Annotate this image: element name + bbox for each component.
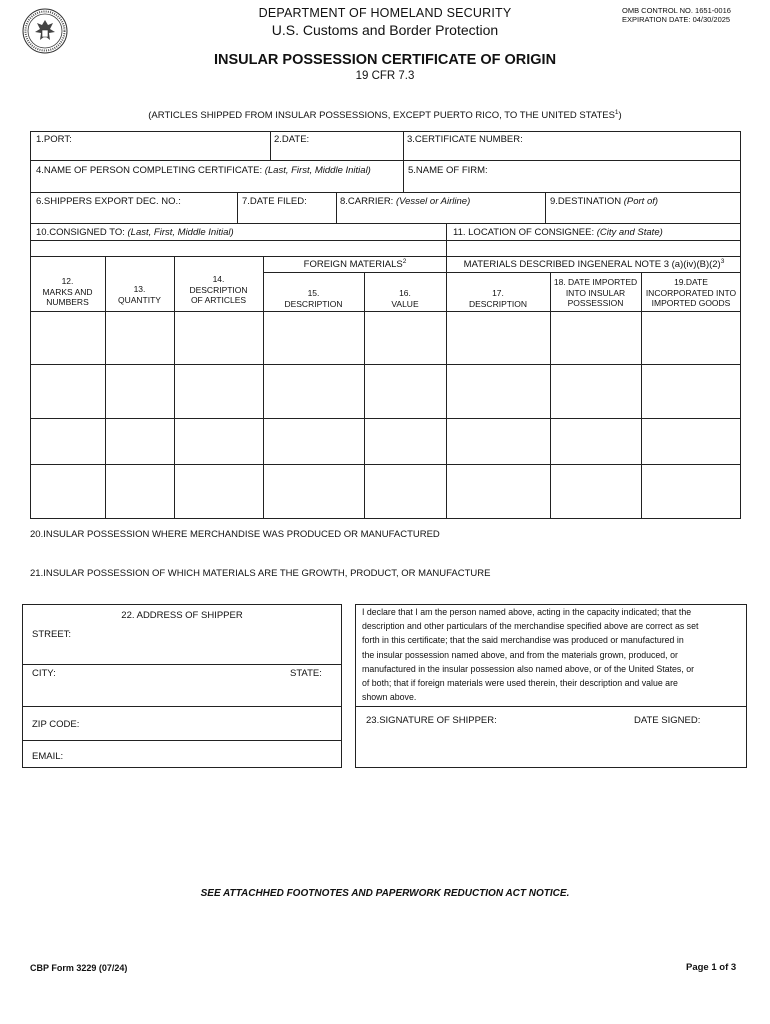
col18-num: 18. DATE IMPORTED (553, 277, 638, 287)
divider (30, 418, 741, 419)
field-20-label[interactable]: 20.INSULAR POSSESSION WHERE MERCHANDISE WAS PRODUCED OR MANUFACTURED (30, 529, 440, 540)
state-field[interactable]: STATE: (290, 668, 322, 679)
intro-main: (ARTICLES SHIPPED FROM INSULAR POSSESSIONS, EXCEPT PUERTO RICO, TO THE UNITED STATES (148, 110, 615, 121)
person-name-hint: (Last, First, Middle Initial) (264, 165, 371, 176)
regulation-reference: 19 CFR 7.3 (355, 70, 415, 82)
carrier-hint: (Vessel or Airline) (395, 196, 471, 207)
column-header-note-description (446, 288, 550, 309)
port-field[interactable]: 1.PORT: (36, 134, 72, 145)
intro-footnote-ref: 1 (614, 108, 619, 116)
page-number: Page 1 of 3 (686, 962, 737, 973)
carrier-label: 8.CARRIER: (340, 196, 394, 207)
destination-hint: (Port of) (623, 196, 659, 207)
divider (263, 272, 741, 273)
col12-line1: MARKS AND (42, 286, 93, 297)
omb-block (622, 6, 731, 24)
foreign-materials-footnote-ref: 2 (402, 257, 407, 265)
divider (30, 311, 741, 312)
form-number: CBP Form 3229 (07/24) (30, 963, 128, 973)
col19-line2: IMPORTED GOODS (651, 298, 731, 308)
divider (30, 364, 741, 365)
column-header-date-incorporated (641, 277, 741, 309)
field-21-label[interactable]: 21.INSULAR POSSESSION OF WHICH MATERIALS ARE THE GROWTH, PRODUCT, OR MANUFACTURE (30, 568, 491, 579)
column-header-marks (30, 276, 105, 308)
col13-num: 13. (133, 284, 146, 294)
row-1 (30, 131, 741, 161)
materials-note-label: MATERIALS DESCRIBED INGENERAL NOTE 3 (a)(iv)(B)(2) (463, 259, 721, 270)
foreign-materials-header (264, 259, 446, 270)
person-name-field[interactable] (36, 165, 371, 176)
intro-text (0, 110, 770, 121)
divider (545, 192, 546, 224)
location-consignee-hint: (City and State) (596, 227, 663, 238)
col19-line1: INCORPORATED INTO (645, 287, 737, 298)
footnotes-notice: SEE ATTACHHED FOOTNOTES AND PAPERWORK REDUCTION ACT NOTICE. (200, 888, 570, 899)
shipper-heading: 22. ADDRESS OF SHIPPER (121, 610, 243, 621)
date-filed-field[interactable]: 7.DATE FILED: (242, 196, 307, 207)
declaration-line: shown above. (362, 692, 417, 703)
column-header-value (364, 288, 446, 309)
column-header-date-imported (550, 277, 641, 309)
col16-num: 16. (399, 288, 411, 298)
col15-line1: DESCRIPTION (284, 298, 343, 309)
divider (355, 706, 747, 707)
department-name: DEPARTMENT OF HOMELAND SECURITY (258, 6, 512, 20)
declaration-line: of both; that if foreign materials were used therein, their description and value are (362, 678, 678, 689)
zip-code-field[interactable]: ZIP CODE: (32, 719, 80, 730)
date-signed-field[interactable]: DATE SIGNED: (634, 715, 701, 726)
street-field[interactable]: STREET: (32, 629, 72, 640)
col16-line1: VALUE (391, 298, 419, 309)
materials-note-footnote-ref: 3 (720, 257, 725, 265)
form-title: INSULAR POSSESSION CERTIFICATE OF ORIGIN (213, 52, 557, 68)
col18-line1: INTO INSULAR (565, 287, 626, 298)
divider (30, 240, 741, 241)
divider (403, 160, 404, 193)
declaration-text (362, 605, 746, 704)
shippers-export-field[interactable]: 6.SHIPPERS EXPORT DEC. NO.: (36, 196, 181, 207)
divider (30, 464, 741, 465)
materials-note-header (447, 259, 741, 270)
destination-label: 9.DESTINATION (550, 196, 622, 207)
column-header-description-articles (174, 274, 263, 306)
consigned-to-hint: (Last, First, Middle Initial) (127, 227, 234, 238)
col15-num: 15. (307, 288, 320, 298)
declaration-line: forth in this certificate; that the said merchandise was produced or manufactured in (362, 635, 684, 646)
declaration-line: I declare that I am the person named above, acting in the capacity indicated; that the (362, 607, 692, 617)
col17-num: 17. (492, 288, 504, 298)
certificate-number-field[interactable]: 3.CERTIFICATE NUMBER: (407, 134, 523, 145)
email-field[interactable]: EMAIL: (32, 751, 64, 762)
date-field[interactable]: 2.DATE: (274, 134, 310, 145)
col14-line2: OF ARTICLES (190, 295, 247, 305)
col14-num: 14. (212, 274, 225, 284)
divider (270, 131, 271, 161)
divider (403, 131, 404, 161)
declaration-line: description and other particulars of the merchandise specified above are correct as set (362, 621, 699, 632)
divider (22, 706, 342, 707)
consigned-to-field[interactable] (36, 227, 234, 238)
col19-num: 19.DATE (674, 277, 708, 287)
divider (22, 664, 342, 665)
signature-field[interactable]: 23.SIGNATURE OF SHIPPER: (366, 715, 497, 726)
column-header-foreign-description (263, 288, 364, 309)
city-field[interactable]: CITY: (32, 668, 56, 679)
omb-control-number: OMB CONTROL NO. 1651-0016 (622, 6, 731, 15)
dhs-seal-icon (22, 8, 68, 54)
carrier-field[interactable] (340, 196, 470, 207)
divider (237, 192, 238, 224)
location-consignee-field[interactable] (453, 227, 663, 238)
col12-line2: NUMBERS (46, 297, 89, 307)
col13-line1: QUANTITY (118, 294, 161, 305)
expiration-date: EXPIRATION DATE: 04/30/2025 (622, 15, 731, 24)
agency-name: U.S. Customs and Border Protection (271, 22, 499, 38)
divider (550, 272, 551, 519)
consigned-to-label: 10.CONSIGNED TO: (36, 227, 125, 238)
col12-num: 12. (61, 276, 74, 286)
foreign-materials-label: FOREIGN MATERIALS (303, 259, 403, 270)
declaration-line: manufactured in the insular possession also named above, or of the United States, or (362, 663, 695, 674)
col18-line2: POSSESSION (567, 298, 624, 308)
divider (364, 272, 365, 519)
firm-name-field[interactable]: 5.NAME OF FIRM: (408, 165, 488, 176)
col14-line1: DESCRIPTION (189, 284, 248, 295)
person-name-label: 4.NAME OF PERSON COMPLETING CERTIFICATE: (36, 165, 263, 176)
declaration-line: the insular possession named above, and from the materials grown, produced, or (362, 649, 678, 660)
column-header-quantity (105, 284, 174, 305)
divider (336, 192, 337, 224)
divider (22, 740, 342, 741)
intro-close: ) (618, 110, 622, 121)
destination-field[interactable] (550, 196, 658, 207)
location-consignee-label: 11. LOCATION OF CONSIGNEE: (453, 227, 595, 238)
col17-line1: DESCRIPTION (468, 298, 528, 309)
divider (641, 272, 642, 519)
